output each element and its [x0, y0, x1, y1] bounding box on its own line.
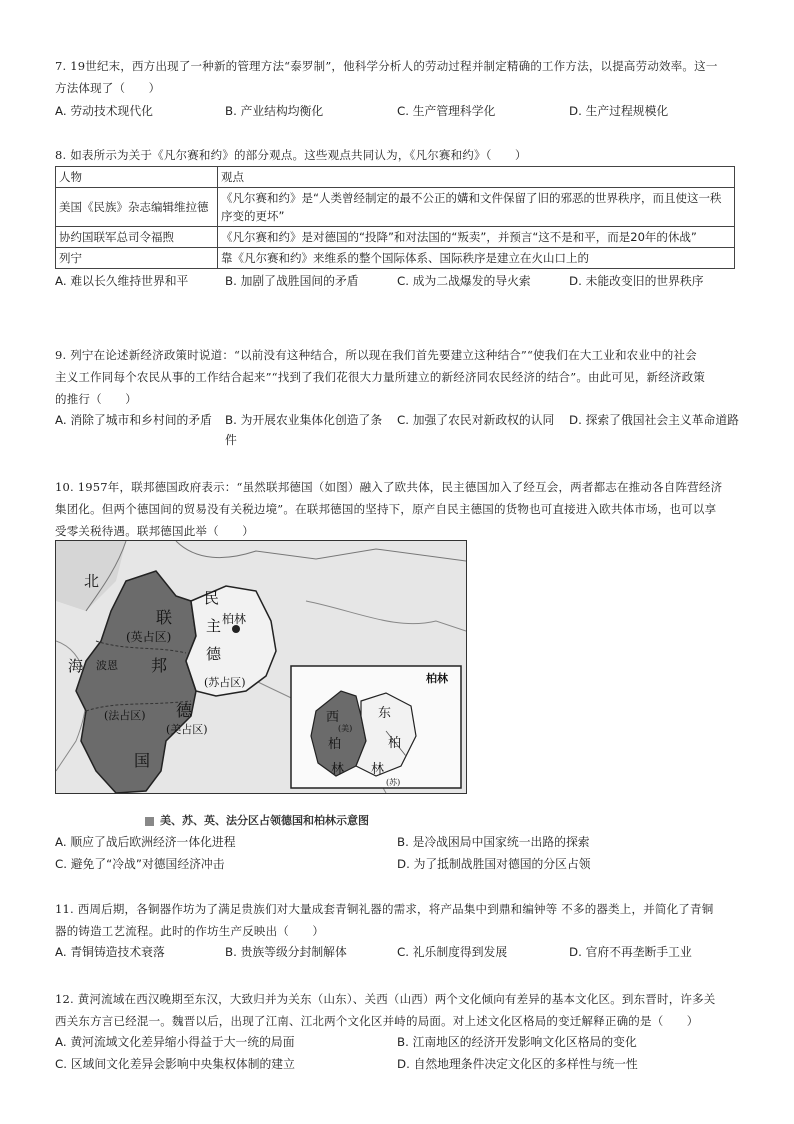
- question-10-stem: 10. 1957年，联邦德国政府表示：“虽然联邦德国（如图）融入了欧共体，民主德国加入了经互会，两者都志在推动各自阵营经济 集团化。但两个德国间的贸易没有关税边境”。在联邦德国的坚持下，原产自民主德国的货物也可直接进入欧共体市场，也可以享 受零关税待遇。联邦德国此举（ ）: [55, 480, 723, 538]
- question-11-options: [55, 942, 745, 964]
- map-label-frg-2: 邦: [151, 656, 168, 675]
- question-10-options-row2: [55, 854, 745, 876]
- map-svg: [56, 541, 466, 793]
- inset-title: 柏林: [426, 672, 448, 685]
- map-caption: 美、苏、英、法分区占领德国和柏林示意图: [145, 812, 369, 828]
- map-label-fr-zone: (法占区): [104, 709, 146, 722]
- germany-occupation-map: [55, 540, 467, 794]
- inset-label-us: (美): [338, 724, 353, 733]
- table-header-view: 观点: [218, 167, 735, 188]
- table-cell-view: 靠《凡尔赛和约》来维系的整个国际体系、国际秩序是建立在火山口上的: [218, 248, 735, 269]
- viewpoints-table: [55, 166, 735, 269]
- table-row: [56, 188, 735, 227]
- option-a[interactable]: A. 劳动技术现代化: [55, 104, 153, 118]
- question-9: [55, 344, 745, 454]
- question-12-options-row2: [55, 1054, 745, 1076]
- map-label-bonn: 波恩: [96, 659, 118, 672]
- inset-label-east-3: 林: [371, 762, 385, 777]
- question-11-stem: 11. 西周后期，各铜器作坊为了满足贵族们对大量成套青铜礼器的需求，将产品集中到鼎和编钟等 不多的器类上，并简化了青铜 器的铸造工艺流程。此时的作坊生产反映出（ ）: [55, 902, 714, 938]
- question-12-options-row1: [55, 1032, 745, 1054]
- option-c[interactable]: C. 礼乐制度得到发展: [397, 945, 508, 959]
- question-9-options: [55, 410, 745, 454]
- map-label-gdr-3: 德: [206, 645, 222, 663]
- option-b[interactable]: B. 江南地区的经济开发影响文化区格局的变化: [397, 1035, 637, 1049]
- question-11: [55, 898, 745, 964]
- inset-label-west-1: 西: [326, 710, 340, 725]
- legend-square-icon: [145, 817, 154, 826]
- berlin-marker: [232, 625, 240, 633]
- question-10-options-block: [55, 832, 745, 876]
- table-cell-person: 协约国联军总司令福煦: [56, 227, 218, 248]
- option-c[interactable]: C. 区域间文化差异会影响中央集权体制的建立: [55, 1057, 295, 1071]
- option-b[interactable]: B. 为开展农业集体化创造了条件: [225, 413, 383, 447]
- inset-label-su: (苏): [386, 778, 401, 787]
- question-7: [55, 55, 745, 123]
- map-label-frg-3: 德: [176, 701, 193, 720]
- map-label-soviet-zone: (苏占区): [204, 676, 246, 689]
- map-label-frg-4: 国: [134, 751, 151, 770]
- question-9-stem: 9. 列宁在论述新经济政策时说道：“以前没有这种结合，所以现在我们首先要建立这种结合”“使我们在大工业和农业中的社会 主义工作同每个农民从事的工作结合起来”“找到了我们花很大力量所建立的新经济同农民经济的结合”。由此可见，新经济政策 的推行（ ）: [55, 348, 706, 406]
- option-a[interactable]: A. 难以长久维持世界和平: [55, 274, 189, 288]
- map-label-gdr-1: 民: [204, 589, 220, 607]
- map-label-frg-1: 联: [156, 608, 173, 627]
- option-d[interactable]: D. 为了抵制战胜国对德国的分区占领: [397, 857, 591, 871]
- table-header-person: 人物: [56, 167, 218, 188]
- table-cell-person: 美国《民族》杂志编辑维拉德: [56, 188, 218, 227]
- question-7-options: [55, 101, 745, 123]
- question-8-stem: 8. 如表所示为关于《凡尔赛和约》的部分观点。这些观点共同认为，《凡尔赛和约》（ ）: [55, 148, 527, 162]
- question-10-options-row1: [55, 832, 745, 854]
- question-12: [55, 988, 745, 1076]
- table-cell-view: 《凡尔赛和约》是“人类曾经制定的最不公正的媾和文件保留了旧的邪恶的世界秩序，而且使这一秩序变的更坏”: [218, 188, 735, 227]
- map-label-uk-zone: (英占区): [126, 630, 172, 644]
- option-b[interactable]: B. 贵族等级分封制解体: [225, 945, 347, 959]
- inset-label-east-2: 柏: [388, 736, 402, 751]
- table-cell-view: 《凡尔赛和约》是对德国的“投降”和对法国的“叛卖”，并预言“这不是和平，而是20年的休战”: [218, 227, 735, 248]
- option-c[interactable]: C. 生产管理科学化: [397, 104, 496, 118]
- map-label-us-zone: (美占区): [166, 723, 208, 736]
- map-label-gdr-2: 主: [206, 617, 222, 635]
- option-b[interactable]: B. 加剧了战胜国间的矛盾: [225, 274, 359, 288]
- option-d[interactable]: D. 官府不再垄断手工业: [569, 945, 692, 959]
- option-d[interactable]: D. 自然地理条件决定文化区的多样性与统一性: [397, 1057, 638, 1071]
- table-header-row: [56, 167, 735, 188]
- map-label-north: 北: [84, 572, 100, 590]
- inset-label-west-2: 柏: [328, 737, 342, 752]
- option-b[interactable]: B. 产业结构均衡化: [225, 104, 324, 118]
- option-a[interactable]: A. 青铜铸造技术衰落: [55, 945, 165, 959]
- question-8-options: [55, 271, 745, 293]
- table-row: [56, 227, 735, 248]
- option-a[interactable]: A. 消除了城市和乡村间的矛盾: [55, 413, 212, 427]
- option-d[interactable]: D. 未能改变旧的世界秩序: [569, 274, 704, 288]
- option-b[interactable]: B. 是冷战困局中国家统一出路的探索: [397, 835, 590, 849]
- map-label-berlin-city: 柏林: [222, 612, 247, 626]
- question-12-stem: 12. 黄河流域在西汉晚期至东汉，大致归并为关东（山东）、关西（山西）两个文化倾向有差异的基本文化区。到东晋时，许多关 西关东方言已经混一。魏晋以后，出现了江南、江北两个文化区并峙的局面。对上述文化区格局的变迁解释正确的是（ ）: [55, 992, 716, 1028]
- question-8: [55, 144, 745, 293]
- option-c[interactable]: C. 加强了农民对新政权的认同: [397, 413, 555, 427]
- option-c[interactable]: C. 避免了“冷战”对德国经济冲击: [55, 857, 225, 871]
- option-d[interactable]: D. 探索了俄国社会主义革命道路: [569, 413, 739, 427]
- option-c[interactable]: C. 成为二战爆发的导火索: [397, 274, 531, 288]
- inset-label-east-1: 东: [378, 706, 392, 721]
- table-cell-person: 列宁: [56, 248, 218, 269]
- option-a[interactable]: A. 黄河流域文化差异缩小得益于大一统的局面: [55, 1035, 295, 1049]
- option-a[interactable]: A. 顺应了战后欧洲经济一体化进程: [55, 835, 236, 849]
- question-7-stem: 7. 19世纪末，西方出现了一种新的管理方法“泰罗制”，他科学分析人的劳动过程并制定精确的工作方法，以提高劳动效率。这一 方法体现了（ ）: [55, 59, 718, 95]
- inset-label-west-3: 林: [331, 762, 345, 777]
- map-label-sea: 海: [68, 657, 84, 675]
- question-10: [55, 476, 745, 542]
- option-d[interactable]: D. 生产过程规模化: [569, 104, 669, 118]
- table-row: [56, 248, 735, 269]
